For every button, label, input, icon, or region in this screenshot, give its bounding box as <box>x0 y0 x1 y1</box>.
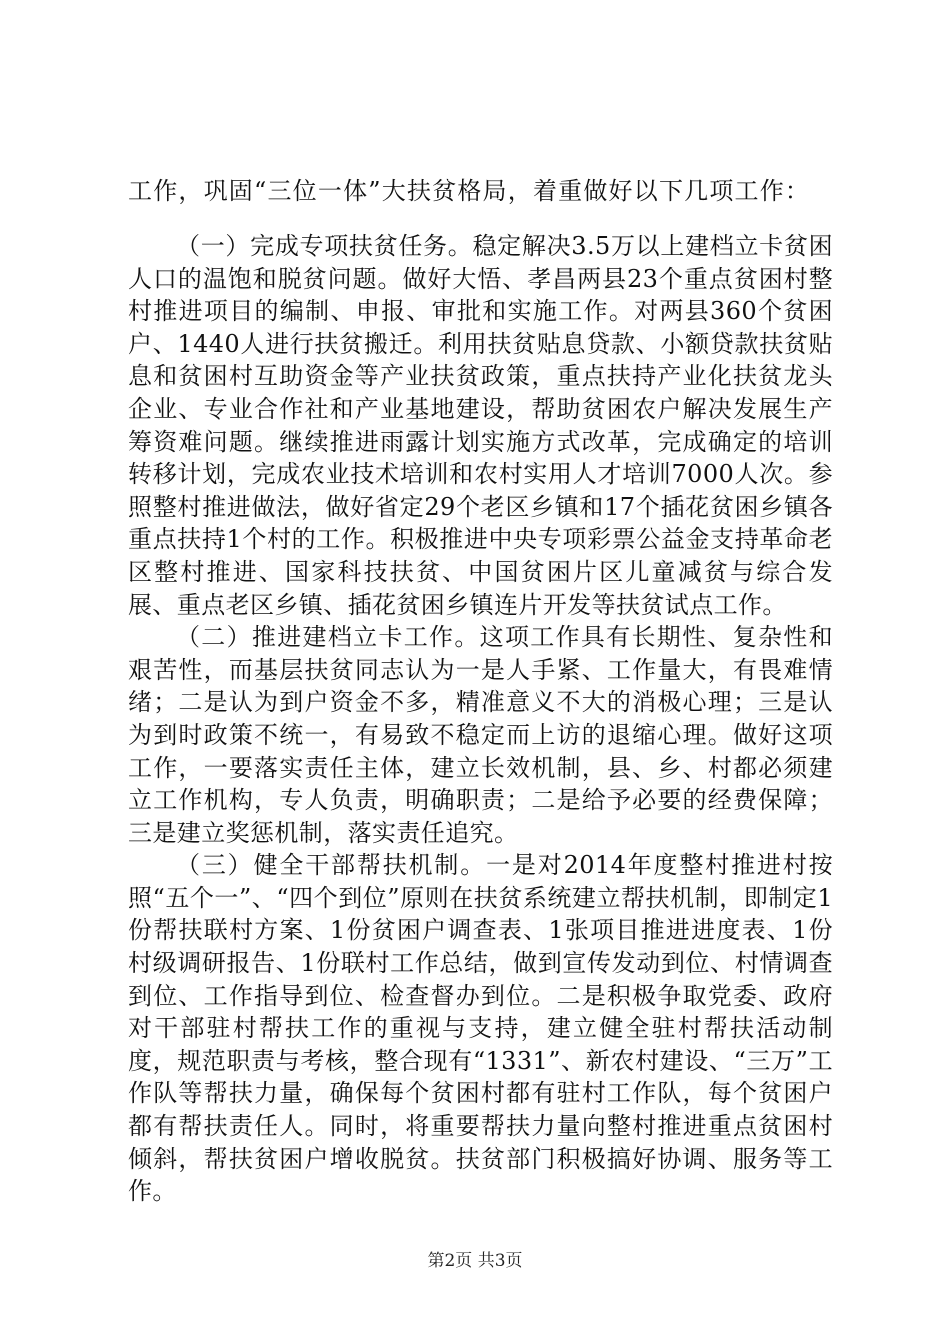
paragraph-1: （一）完成专项扶贫任务。稳定解决3.5万以上建档立卡贫困人口的温饱和脱贫问题。做好大悟、孝昌两县23个重点贫困村整村推进项目的编制、申报、审批和实施工作。对两县360个贫困户、1440人进行扶贫搬迁。利用扶贫贴息贷款、小额贷款扶贫贴息和贫困村互助资金等产业扶贫政策，重点扶持产业化扶贫龙头企业、专业合作社和产业基地建设，帮助贫困农户解决发展生产筹资难问题。继续推进雨露计划实施方式改革，完成确定的培训转移计划，完成农业技术培训和农村实用人才培训7000人次。参照整村推进做法，做好省定29个老区乡镇和17个插花贫困乡镇各重点扶持1个村的工作。积极推进中央专项彩票公益金支持革命老区整村推进、国家科技扶贫、中国贫困片区儿童减贫与综合发展、重点老区乡镇、插花贫困乡镇连片开发等扶贫试点工作。 <box>128 232 833 619</box>
body-text <box>128 230 833 1208</box>
paragraph-3: （三）健全干部帮扶机制。一是对2014年度整村推进村按照“五个一”、“四个到位”原则在扶贫系统建立帮扶机制，即制定1份帮扶联村方案、1份贫困户调查表、1张项目推进进度表、1份村级调研报告、1份联村工作总结，做到宣传发动到位、村情调查到位、工作指导到位、检查督办到位。二是积极争取党委、政府对干部驻村帮扶工作的重视与支持，建立健全驻村帮扶活动制度，规范职责与考核，整合现有“1331”、新农村建设、“三万”工作队等帮扶力量，确保每个贫困村都有驻村工作队，每个贫困户都有帮扶责任人。同时，将重要帮扶力量向整村推进重点贫困村倾斜，帮扶贫困户增收脱贫。扶贫部门积极搞好协调、服务等工作。 <box>128 851 833 1206</box>
paragraph-2: （二）推进建档立卡工作。这项工作具有长期性、复杂性和艰苦性，而基层扶贫同志认为一是人手紧、工作量大，有畏难情绪；二是认为到户资金不多，精准意义不大的消极心理；三是认为到时政策不统一，有易致不稳定而上访的退缩心理。做好这项工作，一要落实责任主体，建立长效机制，县、乡、村都必须建立工作机构，专人负责，明确职责；二是给予必要的经费保障；三是建立奖惩机制，落实责任追究。 <box>128 623 833 847</box>
page-footer: 第2页 共3页 <box>427 1251 523 1271</box>
lead-line: 工作，巩固“三位一体”大扶贫格局，着重做好以下几项工作： <box>128 177 811 205</box>
